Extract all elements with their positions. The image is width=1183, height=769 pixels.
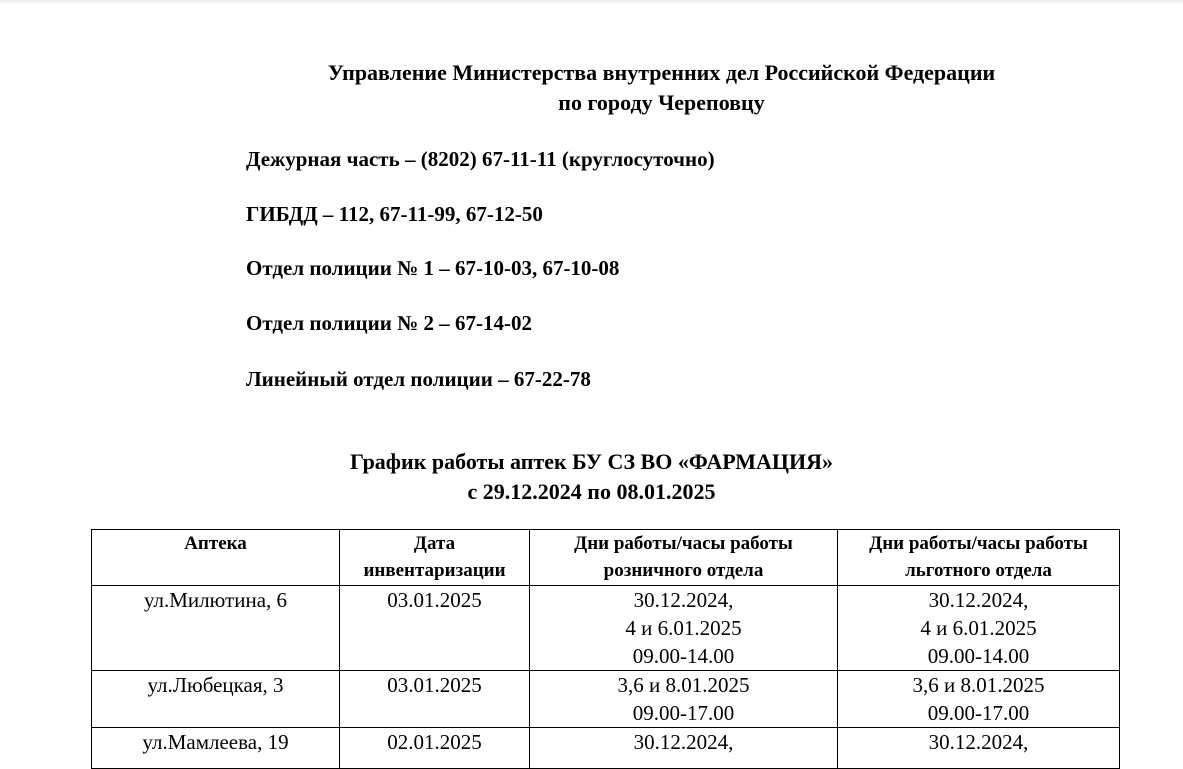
cell-line: 30.12.2024,: [633, 730, 734, 754]
organization-title-line-2: по городу Череповцу: [558, 90, 765, 115]
schedule-title: [0, 447, 1183, 507]
cell-line: 09.00-17.00: [927, 701, 1030, 725]
schedule-title-line-1: График работы аптек БУ СЗ ВО «ФАРМАЦИЯ»: [349, 449, 834, 474]
header-benefit-line-1: Дни работы/часы работы: [869, 533, 1088, 554]
header-retail-line-1: Дни работы/часы работы: [574, 533, 793, 554]
cell-line: 30.12.2024,: [633, 588, 734, 612]
cell-pharmacy: ул.Мамлеева, 19: [92, 728, 340, 769]
cell-line: 3,6 и 8.01.2025: [912, 673, 1045, 697]
cell-line: 09.00-14.00: [927, 644, 1030, 668]
cell-line: 30.12.2024,: [928, 588, 1029, 612]
organization-title-line-1: Управление Министерства внутренних дел Российской Федерации: [327, 60, 996, 85]
table-row: [92, 671, 1120, 728]
cell-benefit-hours: [838, 728, 1120, 769]
cell-line: 4 и 6.01.2025: [625, 616, 742, 640]
cell-inventory-date: 03.01.2025: [340, 586, 530, 671]
header-pharmacy-label: Аптека: [184, 533, 247, 554]
header-retail-hours: [530, 530, 838, 586]
page-top-shade: [0, 0, 1183, 4]
header-pharmacy: [92, 530, 340, 586]
cell-line: 3,6 и 8.01.2025: [617, 673, 750, 697]
cell-retail-hours: [530, 671, 838, 728]
contact-police-dept-2: Отдел полиции № 2 – 67-14-02: [246, 311, 532, 335]
table-row: [92, 586, 1120, 671]
header-benefit-line-2: льготного отдела: [905, 560, 1052, 581]
cell-benefit-hours: [838, 671, 1120, 728]
header-inventory-line-1: Дата: [413, 533, 456, 554]
cell-pharmacy: ул.Любецкая, 3: [92, 671, 340, 728]
cell-inventory-date: 02.01.2025: [340, 728, 530, 769]
cell-line: 4 и 6.01.2025: [920, 616, 1037, 640]
cell-retail-hours: [530, 586, 838, 671]
header-retail-line-2: розничного отдела: [603, 560, 764, 581]
header-inventory-line-2: инвентаризации: [363, 560, 506, 581]
contact-traffic-police: ГИБДД – 112, 67-11-99, 67-12-50: [246, 202, 543, 226]
contact-transport-police: Линейный отдел полиции – 67-22-78: [246, 367, 591, 391]
schedule-title-line-2: с 29.12.2024 по 08.01.2025: [467, 479, 716, 504]
cell-pharmacy: ул.Милютина, 6: [92, 586, 340, 671]
cell-inventory-date: 03.01.2025: [340, 671, 530, 728]
table-header-row: [92, 530, 1120, 586]
table-row: [92, 728, 1120, 769]
cell-benefit-hours: [838, 586, 1120, 671]
header-inventory-date: [340, 530, 530, 586]
cell-line: 09.00-14.00: [632, 644, 735, 668]
pharmacy-schedule-table: [91, 529, 1120, 769]
cell-line: 30.12.2024,: [928, 730, 1029, 754]
cell-retail-hours: [530, 728, 838, 769]
organization-title: [0, 58, 1183, 118]
contact-duty-unit: Дежурная часть – (8202) 67-11-11 (круглосуточно): [246, 147, 715, 171]
contact-police-dept-1: Отдел полиции № 1 – 67-10-03, 67-10-08: [246, 256, 620, 280]
header-benefit-hours: [838, 530, 1120, 586]
cell-line: 09.00-17.00: [632, 701, 735, 725]
